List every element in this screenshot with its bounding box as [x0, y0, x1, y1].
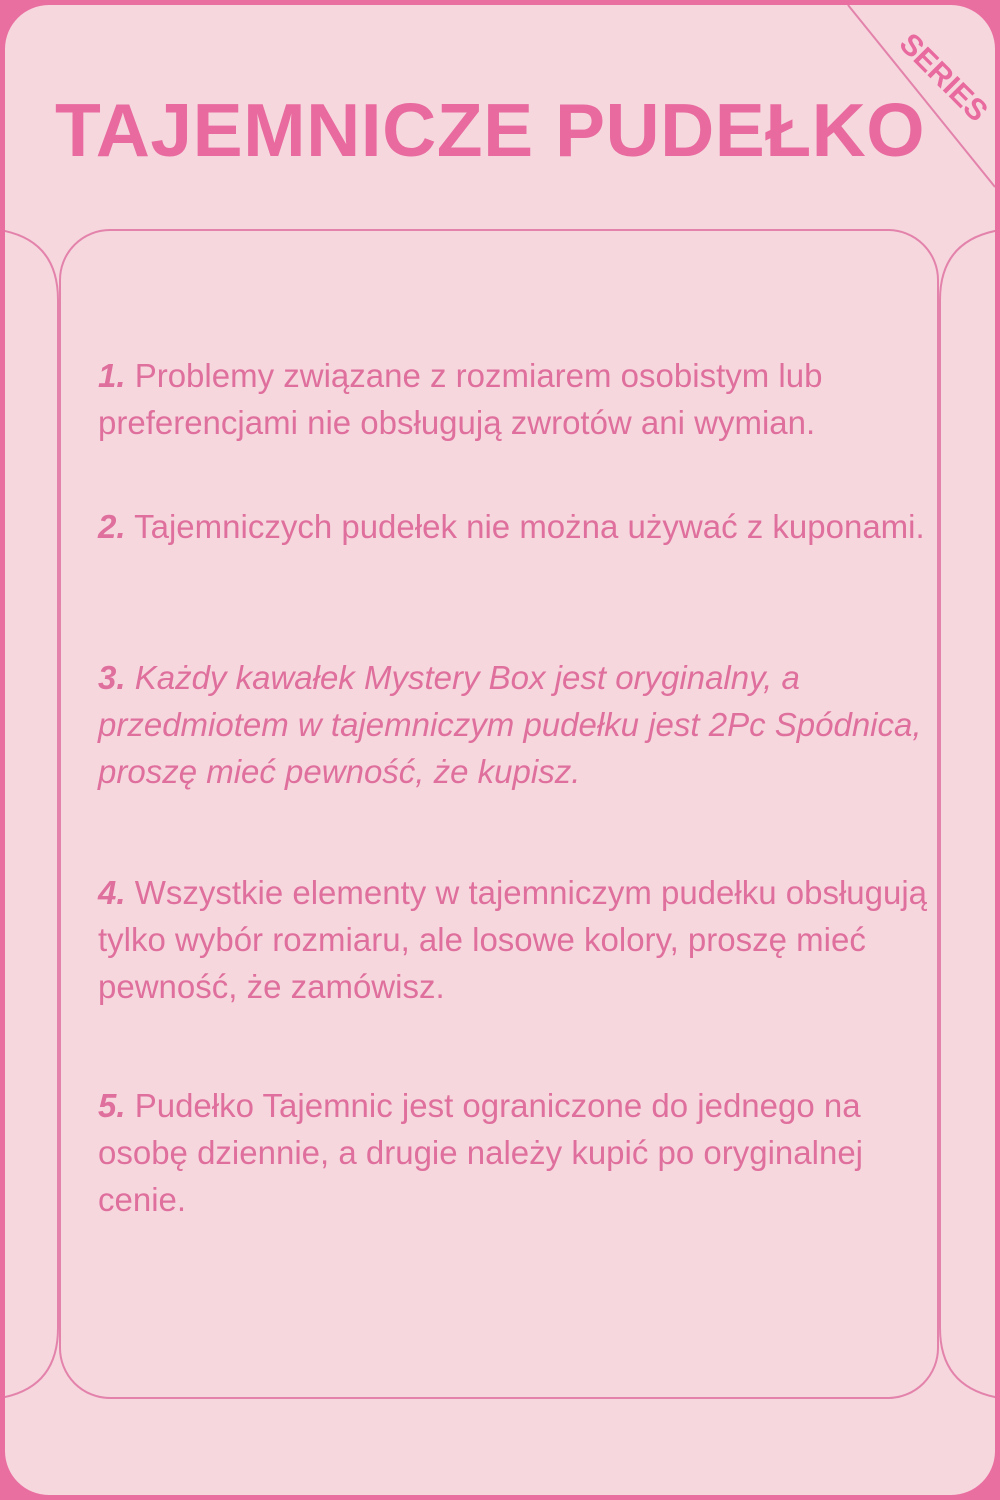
page-title: TAJEMNICZE PUDEŁKO [55, 88, 926, 172]
rule-item-4 [98, 869, 928, 1010]
rule-number: 5. [98, 1087, 126, 1124]
rule-text: Pudełko Tajemnic jest ograniczone do jednego na osobę dziennie, a drugie należy kupić po oryginalnej cenie. [98, 1087, 864, 1218]
info-card [5, 5, 995, 1495]
rule-item-3 [98, 654, 928, 795]
rule-item-5 [98, 1082, 928, 1223]
rule-number: 3. [98, 659, 126, 696]
rule-number: 2. [98, 508, 126, 545]
rule-item-2 [98, 503, 928, 550]
rule-number: 4. [98, 874, 126, 911]
rule-text: Tajemniczych pudełek nie można używać z kuponami. [134, 508, 925, 545]
rule-number: 1. [98, 357, 126, 394]
rule-text: Wszystkie elementy w tajemniczym pudełku obsługują tylko wybór rozmiaru, ale losowe kolory, proszę mieć pewność, że zamówisz. [98, 874, 928, 1005]
series-badge: SERIES [892, 27, 994, 129]
rule-text: Każdy kawałek Mystery Box jest oryginalny, a przedmiotem w tajemniczym pudełku jest 2Pc Spódnica, proszę mieć pewność, że kupisz. [98, 659, 922, 790]
rule-item-1 [98, 352, 928, 446]
rule-text: Problemy związane z rozmiarem osobistym lub preferencjami nie obsługują zwrotów ani wymian. [98, 357, 823, 441]
